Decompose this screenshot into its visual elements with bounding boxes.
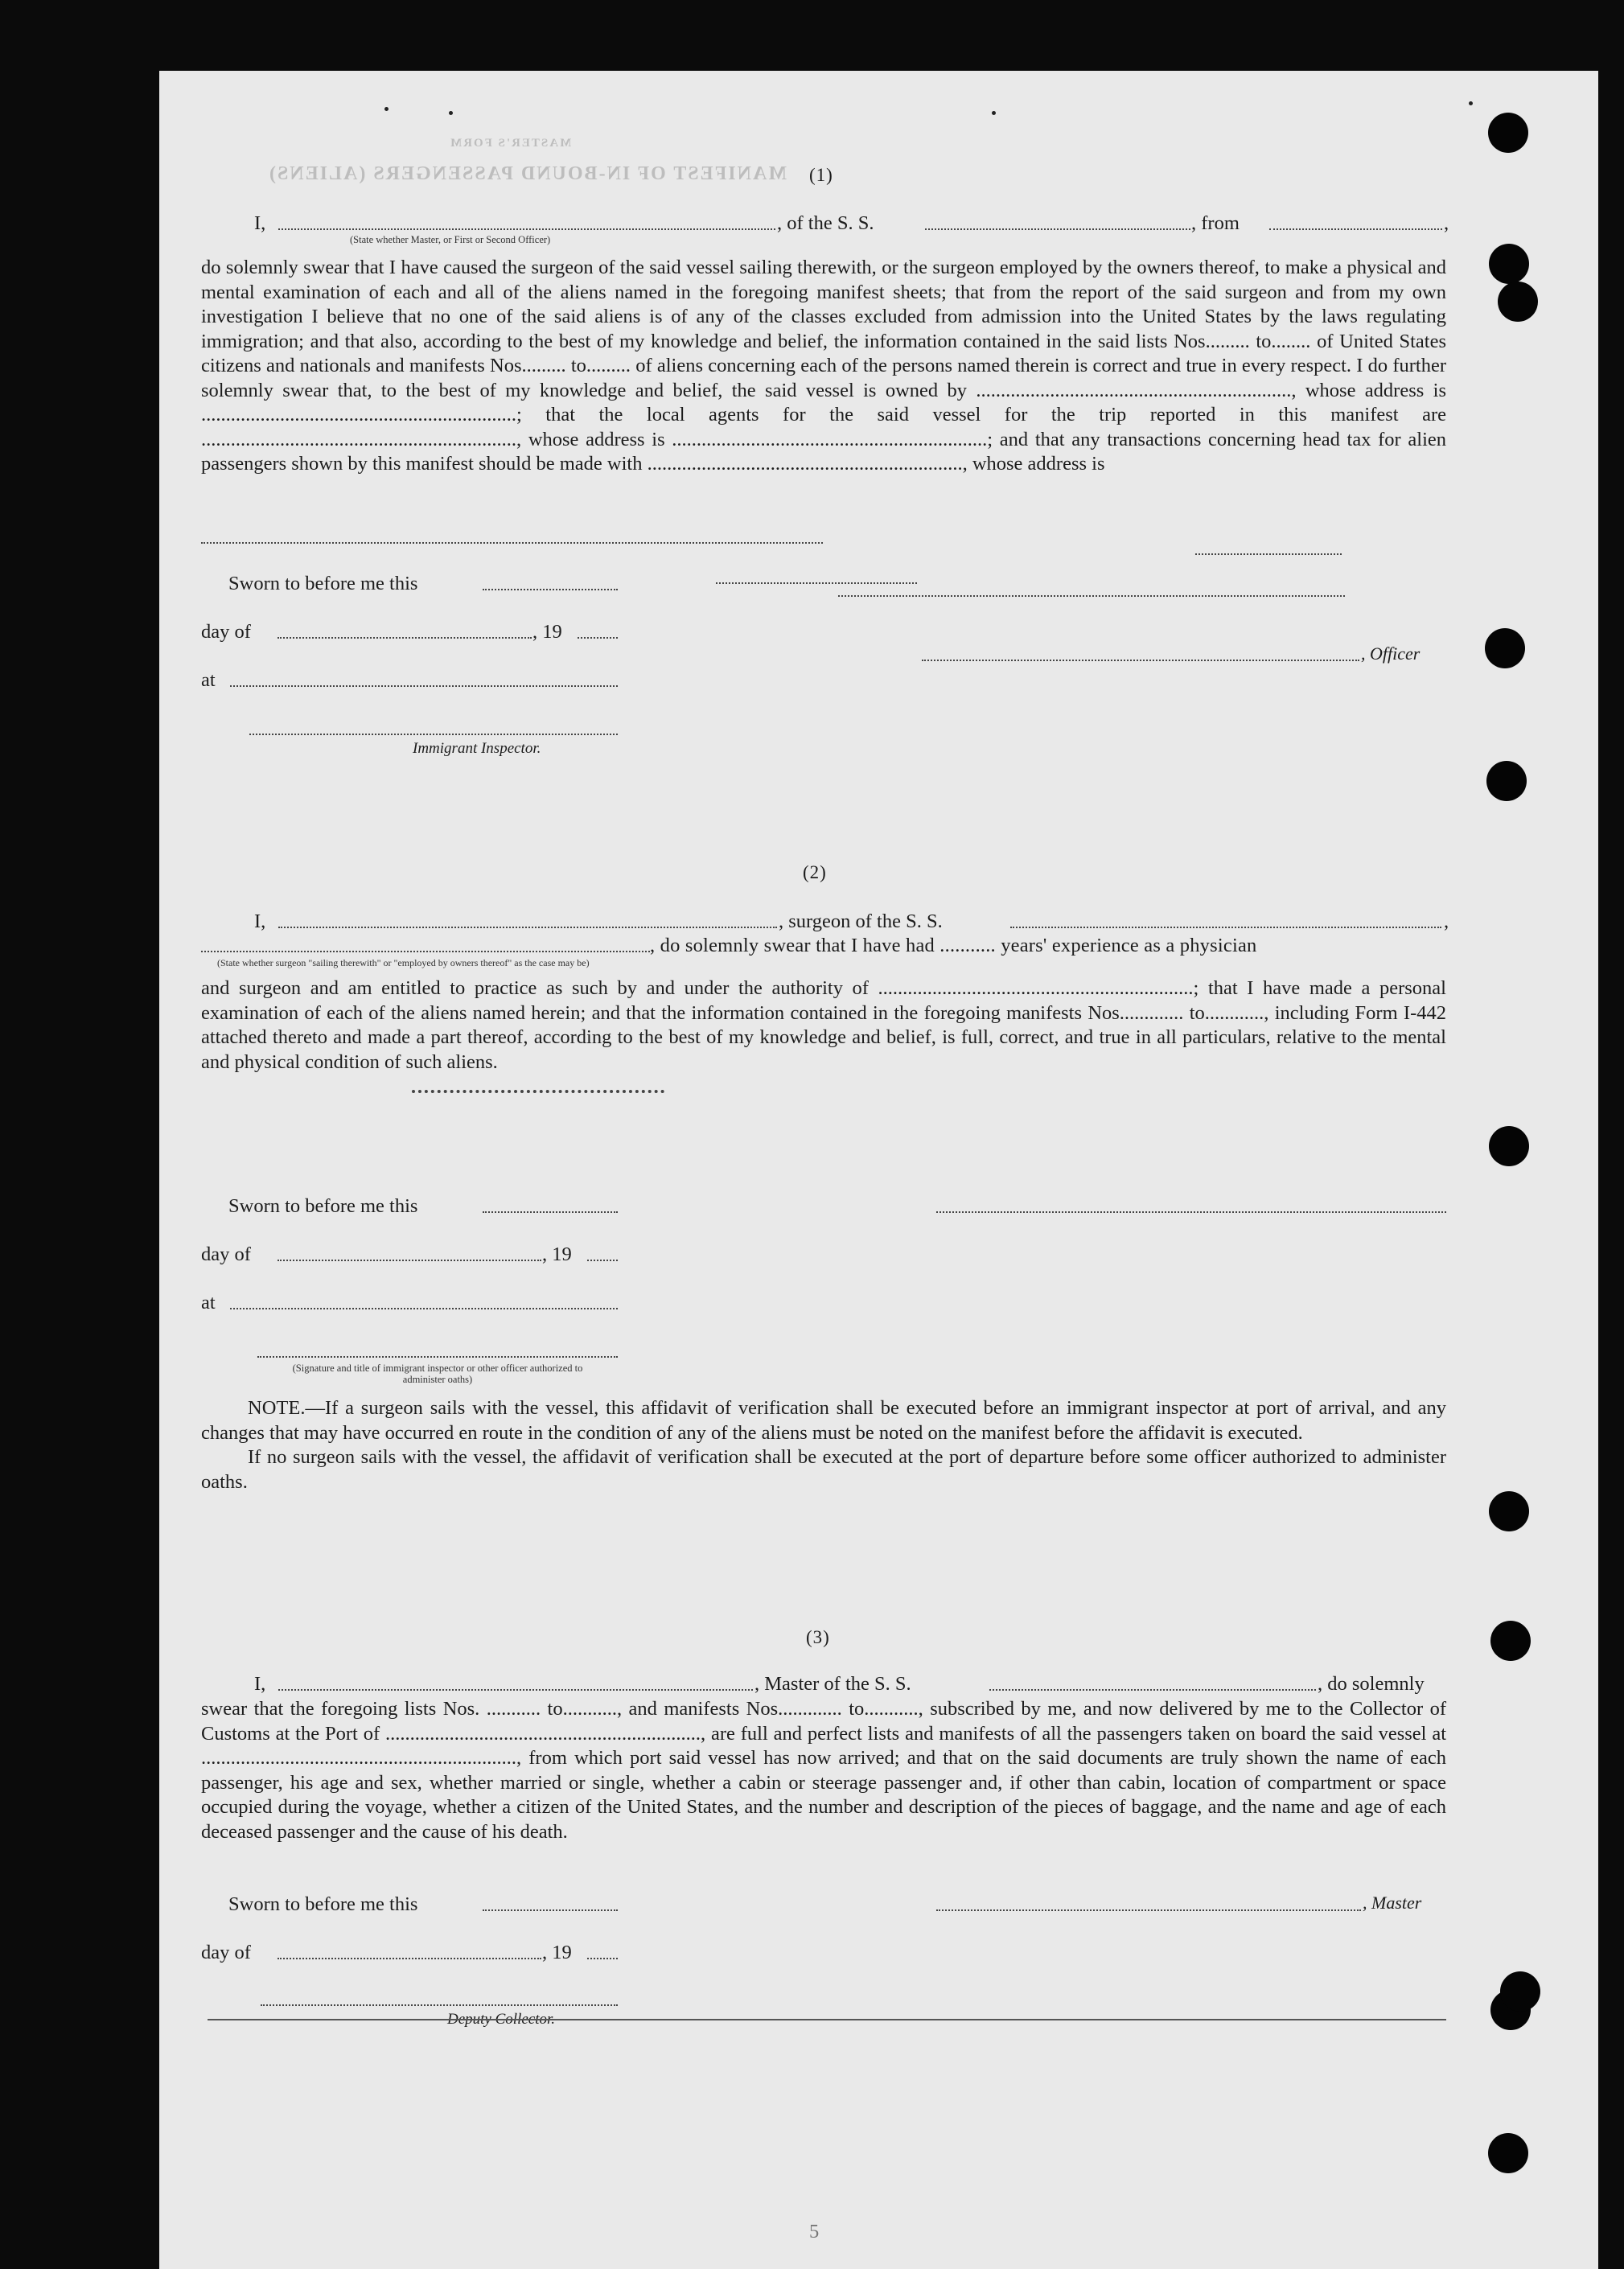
year-blank[interactable] <box>587 1958 618 1959</box>
signature-title-blank[interactable] <box>257 1356 618 1358</box>
punch-hole <box>1490 1621 1531 1661</box>
speck <box>384 107 389 111</box>
master-vessel-label: , Master of the S. S. <box>754 1673 911 1695</box>
master-signature-blank[interactable] <box>936 1909 1361 1911</box>
master-label: I, <box>254 1673 266 1695</box>
bottom-rule <box>208 2019 1446 2020</box>
vessel-name-blank[interactable] <box>925 228 1190 230</box>
year-blank[interactable] <box>587 1260 618 1261</box>
surgeon-signature-blank[interactable] <box>936 1211 1446 1213</box>
sworn-date-blank[interactable] <box>483 1211 618 1213</box>
day-label: day of <box>201 1942 251 1963</box>
line-end: , <box>1444 910 1449 932</box>
instruction-caption: (State whether Master, or First or Second Officer) <box>350 234 551 245</box>
surgeon-oath-text: and surgeon and am entitled to practice as such by and under the authority of ................................................................; that I have made a personal examination of each of the aliens named herein; and that the information contained in the foregoing manifests Nos............. to............, including Form I-442 attached thereto and made a part thereof, according to the best of my knowledge and belief, is full, correct, and true in all particulars, relative to the mental and physical condition of such aliens. <box>201 977 1446 1073</box>
at-place-blank[interactable] <box>230 685 618 687</box>
officer-signature-line-a[interactable] <box>716 582 917 584</box>
punch-hole <box>1489 1126 1529 1166</box>
day-blank[interactable] <box>278 1958 541 1959</box>
declarant-label: I, <box>254 212 266 234</box>
section-number: (2) <box>803 862 827 882</box>
from-port-blank[interactable] <box>1269 228 1442 230</box>
document-page <box>159 71 1598 2269</box>
punch-hole <box>1489 1491 1529 1531</box>
note-paragraph <box>201 1396 1446 1494</box>
collector-caption: Deputy Collector. <box>447 2011 556 2028</box>
vessel-label: , of the S. S. <box>777 212 874 234</box>
sworn-label: Sworn to before me this <box>228 1893 418 1915</box>
section-number: (1) <box>809 165 833 185</box>
punch-hole <box>1488 2133 1528 2173</box>
surgeon-oath-body <box>201 976 1446 1075</box>
punch-hole <box>1489 244 1529 284</box>
oath-text: do solemnly swear that I have caused the surgeon of the said vessel sailing therewith, or the surgeon employed by the owners thereof, to make a physical and mental examination of each and all of the aliens named in the foregoing manifest sheets; that from the report of the said surgeon and from my own investigation I believe that no one of the said aliens is of any of the classes excluded from admission into the United States by the laws regulating immigration; and that also, according to the best of my knowledge and belief, the information contained in the said lists Nos......... to........ of United States citizens and nationals and manifests Nos......... to......... of aliens concerning each of the persons named therein is correct and true in every respect. I do further solemnly swear that, to the best of my knowledge and belief, the said vessel is owned by ................................................................, whose address is ................................................................; that the local agents for the said vessel for the trip reported in this manifest are ................................................................, whose address is ................................................................; and that any transactions concerning head tax for alien passengers shown by this manifest should be made with ................................................................, whose address is <box>201 257 1446 475</box>
surgeon-status-blank[interactable] <box>201 951 650 952</box>
page-number: 5 <box>809 2221 820 2242</box>
stray-dotted-mark <box>412 1090 664 1093</box>
master-name-blank[interactable] <box>278 1689 753 1691</box>
officer-stamp-line <box>1195 553 1342 555</box>
master-signature-label: , Master <box>1363 1893 1422 1913</box>
address-blank[interactable] <box>201 542 823 544</box>
line-end: , <box>1444 212 1449 234</box>
officer-signature-line-b[interactable] <box>838 595 1345 597</box>
note-text: NOTE.—If a surgeon sails with the vessel, this affidavit of verification shall be executed before an immigrant inspector at port of arrival, and any changes that may have occurred en route in the condition of any of the aliens must be noted on the manifest before the affidavit is executed. <box>201 1397 1446 1444</box>
master-oath-body <box>201 1697 1446 1844</box>
at-label: at <box>201 669 216 691</box>
at-label: at <box>201 1292 216 1313</box>
officer-label: , Officer <box>1361 643 1420 664</box>
speck <box>1469 101 1473 105</box>
oath-body <box>201 256 1446 477</box>
sworn-date-blank[interactable] <box>483 1909 618 1911</box>
inspector-caption: Immigrant Inspector. <box>413 740 541 757</box>
punch-hole <box>1486 761 1527 801</box>
day-blank[interactable] <box>278 1260 541 1261</box>
bleed-through-heading-small: MASTER'S FORM <box>449 137 572 150</box>
signature-caption: (Signature and title of immigrant inspector or other officer authorized to administer oaths) <box>292 1363 583 1385</box>
experience-line: , do solemnly swear that I have had ........... years' experience as a physician <box>650 935 1257 956</box>
declarant-name-blank[interactable] <box>278 228 775 230</box>
surgeon-vessel-label: , surgeon of the S. S. <box>779 910 943 932</box>
do-solemnly-label: , do solemnly <box>1318 1673 1425 1695</box>
day-label: day of <box>201 1243 251 1265</box>
inspector-signature-blank[interactable] <box>249 734 618 735</box>
surgeon-vessel-blank[interactable] <box>1010 927 1441 928</box>
year-blank[interactable] <box>578 637 618 639</box>
at-place-blank[interactable] <box>230 1308 618 1309</box>
surgeon-label: I, <box>254 910 266 932</box>
punch-hole <box>1488 113 1528 153</box>
punch-hole <box>1485 628 1525 668</box>
speck <box>992 111 996 115</box>
speck <box>449 111 453 115</box>
master-vessel-blank[interactable] <box>989 1689 1316 1691</box>
from-label: , from <box>1191 212 1240 234</box>
year-label: , 19 <box>542 1243 572 1265</box>
punch-hole <box>1498 282 1538 322</box>
punch-hole <box>1500 1971 1540 2012</box>
sworn-date-blank[interactable] <box>483 589 618 590</box>
sworn-label: Sworn to before me this <box>228 573 418 594</box>
bleed-through-heading: MANIFEST OF IN-BOUND PASSENGERS (ALIENS) <box>268 163 787 184</box>
section-number: (3) <box>806 1627 830 1647</box>
day-label: day of <box>201 621 251 643</box>
master-oath-text: swear that the foregoing lists Nos. ........... to..........., and manifests Nos............. to..........., subscribed by me, and now delivered by me to the Collector of Customs at the Port of ................................................................, are full and perfect lists and manifests of all the passengers taken on board the said vessel at ................................................................, from which port said vessel has now arrived; and that on the said documents are truly shown the name of each passenger, his age and sex, whether married or single, whether a cabin or steerage passenger and, if other than cabin, location of compartment or space occupied during the voyage, whether a citizen of the United States, and the number and description of the pieces of baggage, and the name and age of each deceased passenger and the cause of his death. <box>201 1698 1446 1843</box>
note-text-2: If no surgeon sails with the vessel, the affidavit of verification shall be executed at the port of departure before some officer authorized to administer oaths. <box>201 1446 1446 1493</box>
collector-signature-blank[interactable] <box>261 2004 618 2006</box>
officer-blank[interactable] <box>922 660 1359 661</box>
day-blank[interactable] <box>278 637 532 639</box>
surgeon-name-blank[interactable] <box>278 927 777 928</box>
instruction-caption: (State whether surgeon "sailing therewith" or "employed by owners thereof" as the case may be) <box>217 957 590 968</box>
year-label: , 19 <box>542 1942 572 1963</box>
year-label: , 19 <box>532 621 562 643</box>
sworn-label: Sworn to before me this <box>228 1195 418 1217</box>
